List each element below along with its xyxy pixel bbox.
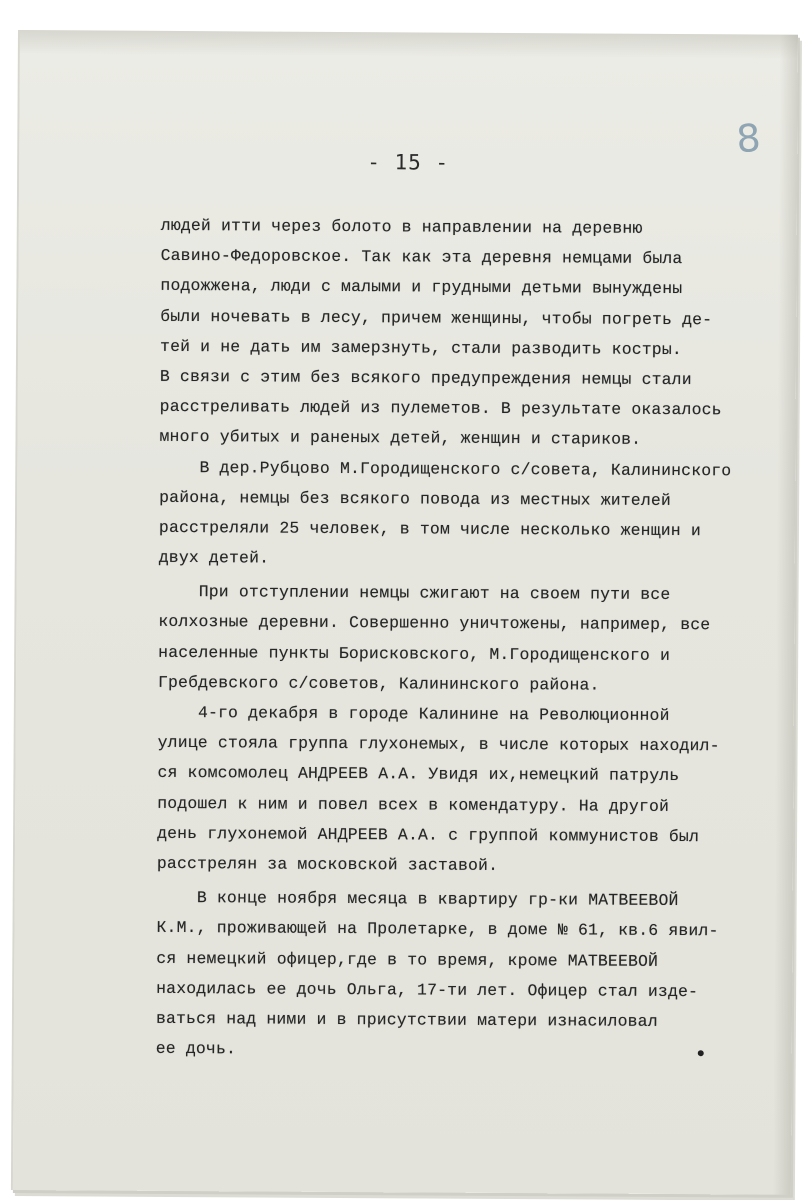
archive-sheet-number: 8 bbox=[734, 115, 762, 162]
text-line: день глухонемой АНДРЕЕВ А.А. с группой коммунистов был bbox=[157, 823, 700, 846]
text-line: колхозные деревни. Совершенно уничтожены, например, все bbox=[158, 612, 711, 635]
text-line: находилась ее дочь Ольга, 17-ти лет. Офицер стал изде- bbox=[156, 978, 699, 1001]
text-line: При отступлении немцы сжигают на своем пути все bbox=[158, 582, 671, 605]
ink-spot bbox=[698, 1050, 704, 1056]
text-line: района, немцы без всякого повода из местных жителей bbox=[159, 487, 672, 510]
text-line: Савино-Федоровское. Так как эта деревня немцами была bbox=[160, 246, 683, 269]
text-line: людей итти через болото в направлении на деревню bbox=[160, 215, 643, 238]
text-line: ее дочь. bbox=[155, 1038, 237, 1059]
text-line: много убитых и раненых детей, женщин и стариков. bbox=[159, 427, 642, 450]
text-line: расстрелян за московской заставой. bbox=[156, 853, 499, 875]
text-line: ваться над ними и в присутствии матери изнасиловал bbox=[155, 1008, 658, 1031]
text-line: населенные пункты Борисковского, М.Городищенского и bbox=[158, 642, 671, 665]
text-line: В дер.Рубцово М.Городищенского с/совета, Калининского bbox=[159, 457, 732, 480]
text-line: тей и не дать им замерзнуть, стали разводить костры. bbox=[160, 336, 682, 359]
text-line: подожжена, люди с малыми и грудными детьми вынуждены bbox=[160, 276, 683, 299]
text-line: ся немецкий офицер,где в то время, кроме МАТВЕЕВОЙ bbox=[156, 948, 659, 971]
text-line: были ночевать в лесу, причем женщины, чтобы погреть де- bbox=[160, 306, 713, 329]
text-line: В конце ноября месяца в квартиру гр-ки МАТВЕЕВОЙ bbox=[156, 887, 679, 911]
text-line: расстреливать людей из пулеметов. В результате оказалось bbox=[159, 396, 722, 420]
text-line: В связи с этим без всякого предупреждения немцы стали bbox=[159, 366, 692, 390]
typewritten-sheet bbox=[11, 30, 798, 1195]
text-line: Гребдевского с/советов, Калининского района. bbox=[157, 672, 600, 695]
text-line: расстреляли 25 человек, в том числе несколько женщин и bbox=[158, 517, 701, 541]
text-line: 4-го декабря в городе Калинине на Революционной bbox=[157, 702, 670, 725]
text-line: К.М., проживающей на Пролетарке, в доме № 61, кв.6 явил- bbox=[156, 918, 719, 941]
text-line: двух детей. bbox=[158, 547, 270, 568]
text-line: ся комсомолец АНДРЕЕВ А.А. Увидя их,немецкий патруль bbox=[157, 763, 680, 786]
text-line: подошел к ним и повел всех в комендатуру. На другой bbox=[157, 793, 670, 816]
text-line: улице стояла группа глухонемых, в числе которых находил- bbox=[157, 733, 720, 756]
page-number: - 15 - bbox=[367, 150, 450, 175]
document-body bbox=[156, 211, 781, 1068]
